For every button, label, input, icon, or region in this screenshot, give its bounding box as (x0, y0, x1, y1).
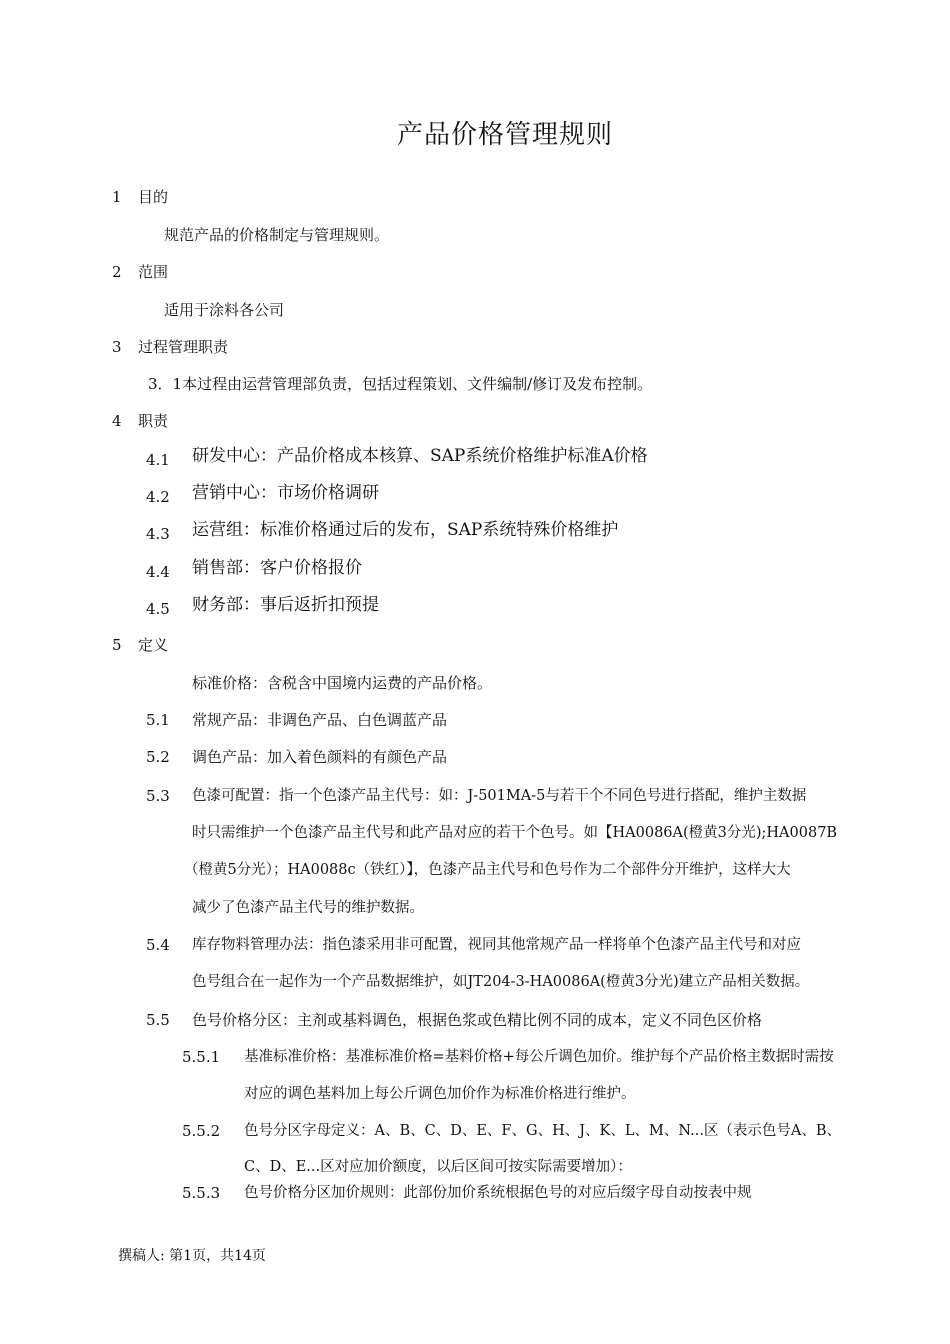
list-item: 调色产品：加入着色颜料的有颜色产品 (192, 748, 448, 766)
paragraph-line: 色号价格分区加价规则：此部份加价系统根据色号的对应后缀字母自动按表中规 (244, 1185, 752, 1201)
item-number: 4.5 (146, 600, 170, 618)
paragraph-line: 减少了色漆产品主代号的维护数据。 (192, 900, 424, 916)
item-number: 4.2 (146, 488, 170, 506)
paragraph-line: 色号分区字母定义：A、B、C、D、E、F、G、H、J、K、L、M、N...区（表示色号A、B、 (244, 1123, 842, 1139)
item-number: 5.1 (146, 711, 170, 729)
section-heading: 职责 (138, 412, 169, 430)
paragraph: 规范产品的价格制定与管理规则。 (164, 226, 390, 244)
list-item: 色号价格分区：主剂或基料调色，根据色浆或色精比例不同的成本，定义不同色区价格 (192, 1011, 763, 1029)
item-number: 5.5.2 (182, 1122, 221, 1140)
section-heading: 范围 (138, 263, 169, 281)
list-item: 运营组：标准价格通过后的发布，SAP系统特殊价格维护 (192, 520, 619, 540)
section-heading: 目的 (138, 188, 169, 206)
list-item: 研发中心：产品价格成本核算、SAP系统价格维护标准A价格 (192, 446, 648, 466)
paragraph-line: C、D、E...区对应加价额度，以后区间可按实际需要增加）： (244, 1159, 632, 1175)
paragraph-line: 时只需维护一个色漆产品主代号和此产品对应的若干个色号。如【HA0086A(橙黄3分光);HA0087B (192, 825, 838, 841)
item-number: 4.4 (146, 563, 170, 581)
paragraph-line: 库存物料管理办法：指色漆采用非可配置，视同其他常规产品一样将单个色漆产品主代号和对应 (192, 937, 801, 953)
section-heading: 过程管理职责 (138, 338, 229, 356)
list-item: 财务部：事后返折扣预提 (192, 595, 379, 615)
item-number: 5.5.3 (182, 1184, 221, 1202)
paragraph-line: （橙黄5分光）；HA0088c（铁红）】，色漆产品主代号和色号作为二个部件分开维护，这样大大 (184, 862, 791, 878)
item-number: 4.3 (146, 525, 170, 543)
section-number: 4 (112, 412, 122, 430)
section-number: 2 (112, 263, 122, 281)
page-footer: 撰稿人: 第1页，共14页 (118, 1248, 266, 1264)
paragraph-line: 基准标准价格：基准标准价格=基料价格+每公斤调色加价。维护每个产品价格主数据时需按 (244, 1049, 834, 1065)
item-number: 5.2 (146, 748, 170, 766)
section-number: 5 (112, 636, 122, 654)
item-number: 5.3 (146, 787, 170, 805)
paragraph-line: 色号组合在一起作为一个产品数据维护，如JT204-3-HA0086A(橙黄3分光)建立产品相关数据。 (192, 974, 810, 990)
list-item: 销售部：客户价格报价 (192, 558, 362, 578)
item-number: 5.4 (146, 936, 170, 954)
list-item: 营销中心：市场价格调研 (192, 483, 379, 503)
item-number: 5.5.1 (182, 1048, 221, 1066)
section-heading: 定义 (138, 636, 169, 654)
item-number: 5.5 (146, 1011, 170, 1029)
list-item: 常规产品：非调色产品、白色调蓝产品 (192, 711, 448, 729)
paragraph: 3．1本过程由运营管理部负责，包括过程策划、文件编制/修订及发布控制。 (148, 375, 653, 393)
page-title: 产品价格管理规则 (396, 120, 613, 150)
section-number: 1 (112, 188, 122, 206)
section-number: 3 (112, 338, 122, 356)
paragraph-line: 色漆可配置：指一个色漆产品主代号：如：J-501MA-5与若干个不同色号进行搭配，维护主数据 (192, 788, 807, 804)
paragraph-line: 对应的调色基料加上每公斤调色加价作为标准价格进行维护。 (244, 1086, 636, 1102)
paragraph: 适用于涂料各公司 (164, 301, 285, 319)
paragraph: 标准价格：含税含中国境内运费的产品价格。 (192, 674, 493, 692)
item-number: 4.1 (146, 451, 170, 469)
